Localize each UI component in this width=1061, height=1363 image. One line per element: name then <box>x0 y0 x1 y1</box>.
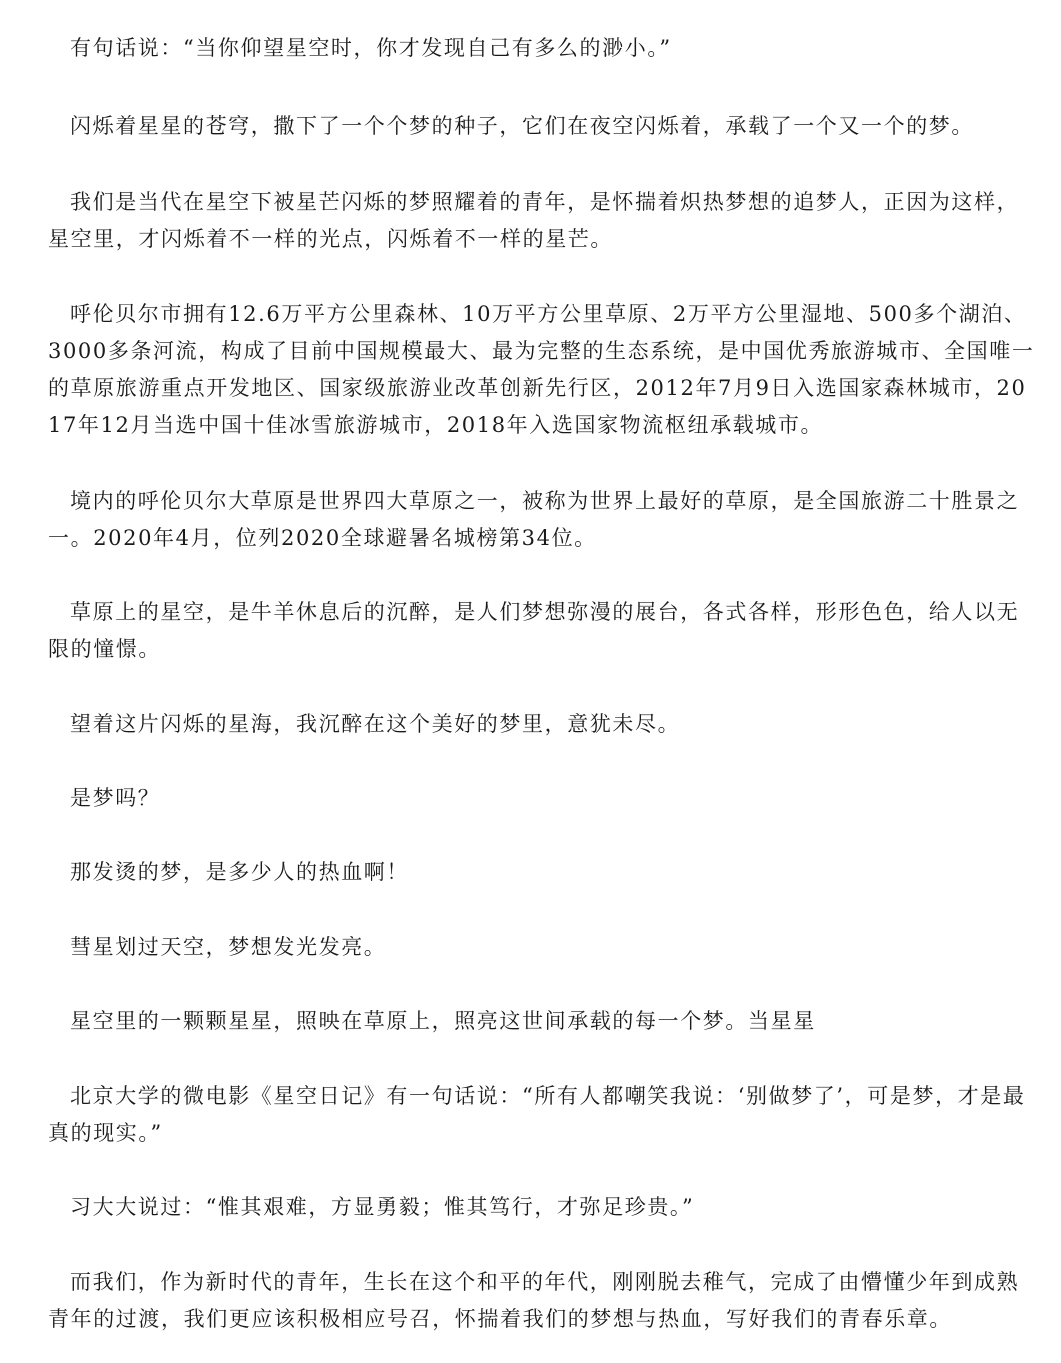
paragraph-4: 呼伦贝尔市拥有12.6万平方公里森林、10万平方公里草原、2万平方公里湿地、500多个湖泊、3000多条河流，构成了目前中国规模最大、最为完整的生态系统，是中国优秀旅游城市、全国唯一的草原旅游重点开发地区、国家级旅游业改革创新先行区，2012年7月9日入选国家森林城市，2017年12月当选中国十佳冰雪旅游城市，2018年入选国家物流枢纽承载城市。 <box>48 302 1035 437</box>
paragraph-6: 草原上的星空，是牛羊休息后的沉醉，是人们梦想弥漫的展台，各式各样，形形色色，给人以无限的憧憬。 <box>48 600 1020 661</box>
paragraph-7: 望着这片闪烁的星海，我沉醉在这个美好的梦里，意犹未尽。 <box>70 712 681 736</box>
paragraph-14: 而我们，作为新时代的青年，生长在这个和平的年代，刚刚脱去稚气，完成了由懵懂少年到成熟青年的过渡，我们更应该积极相应号召，怀揣着我们的梦想与热血，写好我们的青春乐章。 <box>48 1270 1020 1331</box>
paragraph-12: 北京大学的微电影《星空日记》有一句话说：“所有人都嘲笑我说：‘别做梦了’，可是梦，才是最真的现实。” <box>48 1084 1026 1145</box>
paragraph-3: 我们是当代在星空下被星芒闪烁的梦照耀着的青年，是怀揣着炽热梦想的追梦人，正因为这样，星空里，才闪烁着不一样的光点，闪烁着不一样的星芒。 <box>48 190 1020 251</box>
paragraph-10: 彗星划过天空，梦想发光发亮。 <box>70 935 387 959</box>
paragraph-13: 习大大说过：“惟其艰难，方显勇毅；惟其笃行，才弥足珍贵。” <box>70 1195 695 1219</box>
paragraph-1: 有句话说：“当你仰望星空时，你才发现自己有多么的渺小。” <box>70 36 672 60</box>
paragraph-9: 那发烫的梦，是多少人的热血啊！ <box>70 860 409 884</box>
paragraph-8: 是梦吗？ <box>70 786 161 810</box>
paragraph-5: 境内的呼伦贝尔大草原是世界四大草原之一，被称为世界上最好的草原，是全国旅游二十胜景之一。2020年4月，位列2020全球避暑名城榜第34位。 <box>48 489 1020 550</box>
paragraph-11: 星空里的一颗颗星星，照映在草原上，照亮这世间承载的每一个梦。当星星 <box>70 1009 816 1033</box>
paragraph-2: 闪烁着星星的苍穹，撒下了一个个梦的种子，它们在夜空闪烁着，承载了一个又一个的梦。 <box>70 114 974 138</box>
